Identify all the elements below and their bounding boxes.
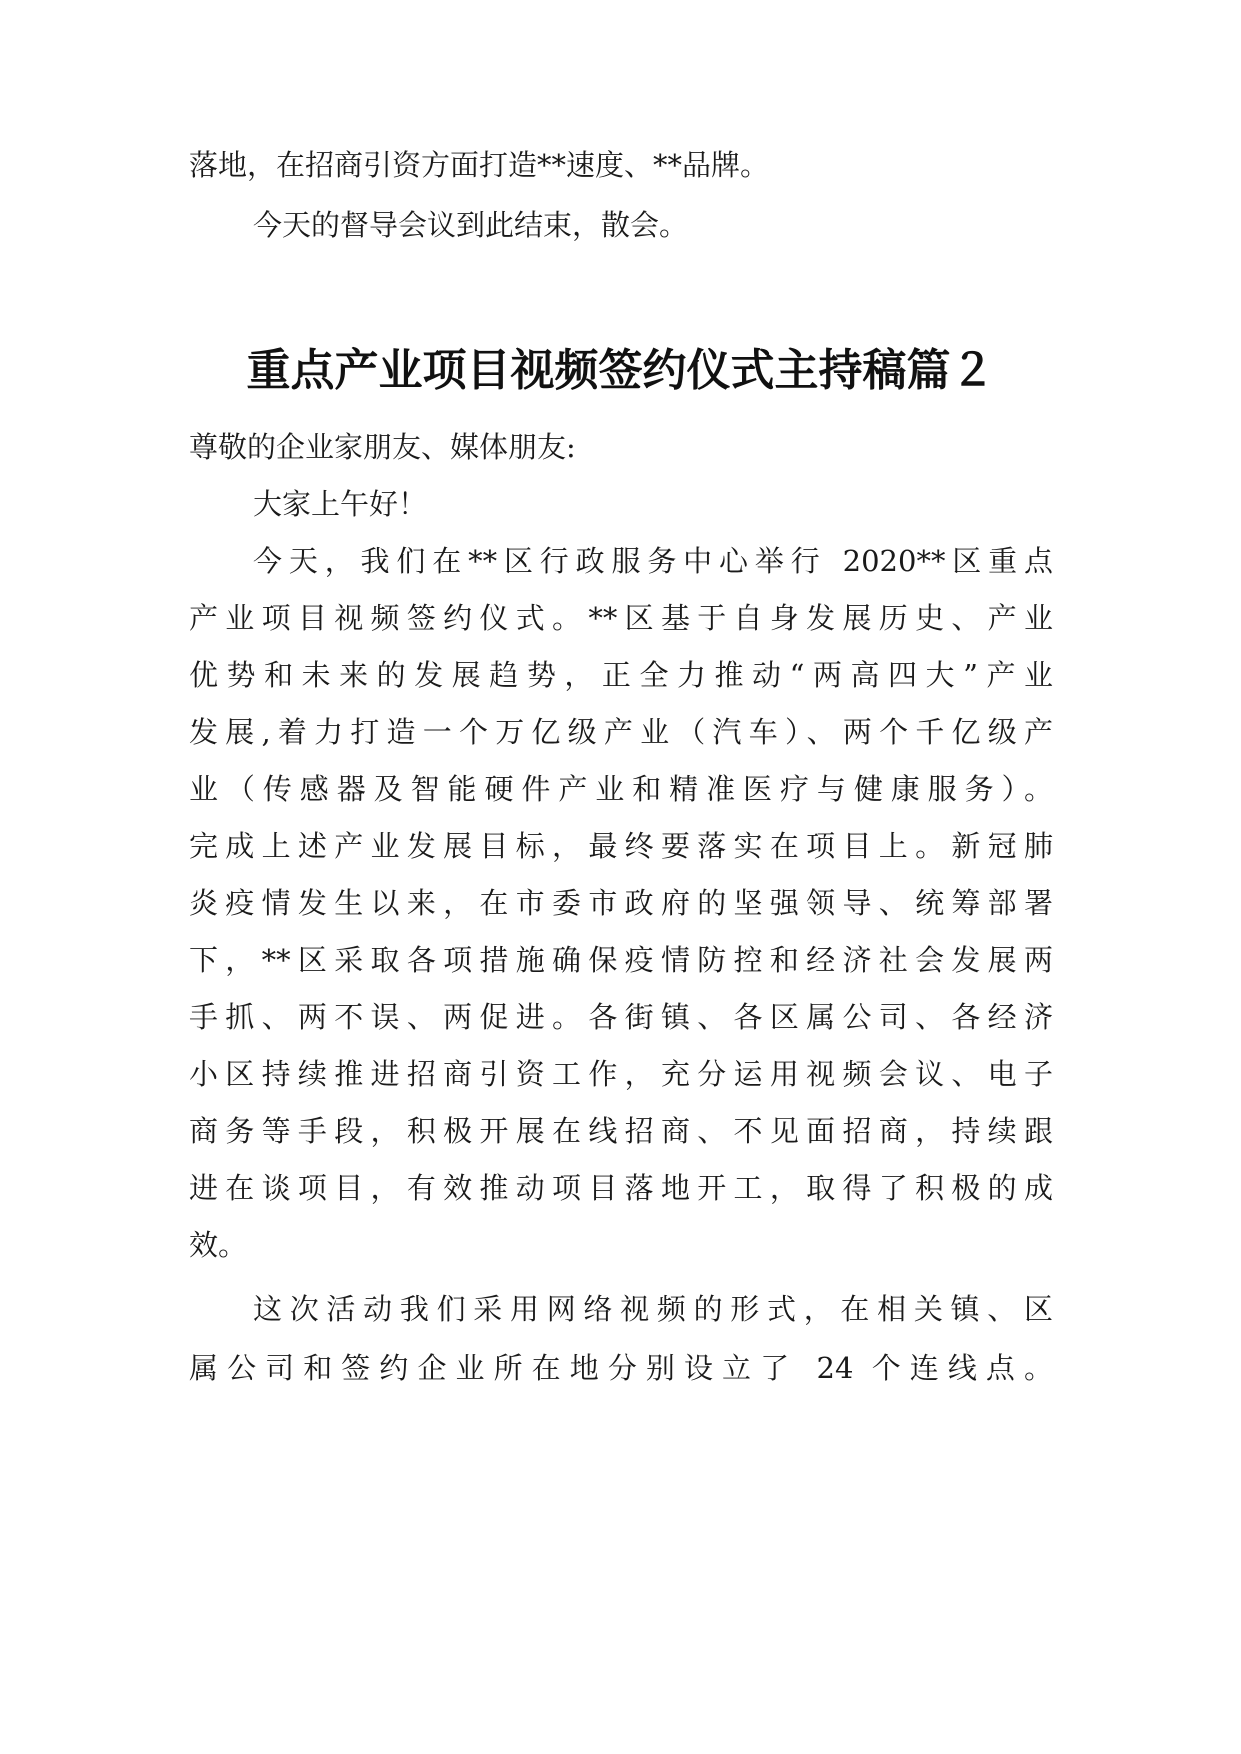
text-line: 优势和未来的发展趋势，正全力推动“两高四大”产业 — [189, 658, 1053, 692]
text-line: 发展,着力打造一个万亿级产业（汽车）、两个千亿级产 — [189, 715, 1053, 749]
section-title: 重点产业项目视频签约仪式主持稿篇２ — [246, 345, 995, 396]
salutation: 尊敬的企业家朋友、媒体朋友: — [189, 430, 576, 464]
text-line: 落地，在招商引资方面打造**速度、**品牌。 — [189, 148, 770, 182]
text-line: 手抓、两不误、两促进。各街镇、各区属公司、各经济 — [189, 1000, 1053, 1034]
text-line: 下，**区采取各项措施确保疫情防控和经济社会发展两 — [189, 943, 1053, 977]
text-line: 这次活动我们采用网络视频的形式，在相关镇、区 — [253, 1292, 1053, 1326]
text-line: 效。 — [189, 1228, 248, 1262]
greeting: 大家上午好！ — [253, 487, 428, 521]
text-line: 今天的督导会议到此结束，散会。 — [253, 208, 689, 242]
text-line: 商务等手段，积极开展在线招商、不见面招商，持续跟 — [189, 1114, 1053, 1148]
text-line: 产业项目视频签约仪式。**区基于自身发展历史、产业 — [189, 601, 1053, 635]
text-line: 业（传感器及智能硬件产业和精准医疗与健康服务）。 — [189, 772, 1053, 806]
text-line: 今天，我们在**区行政服务中心举行 2020**区重点 — [253, 544, 1053, 578]
text-line: 进在谈项目，有效推动项目落地开工，取得了积极的成 — [189, 1171, 1053, 1205]
text-line: 小区持续推进招商引资工作，充分运用视频会议、电子 — [189, 1057, 1053, 1091]
text-line: 完成上述产业发展目标，最终要落实在项目上。新冠肺 — [189, 829, 1053, 863]
text-line: 属公司和签约企业所在地分别设立了 24 个连线点。 — [189, 1351, 1053, 1385]
text-line: 炎疫情发生以来，在市委市政府的坚强领导、统筹部署 — [189, 886, 1053, 920]
